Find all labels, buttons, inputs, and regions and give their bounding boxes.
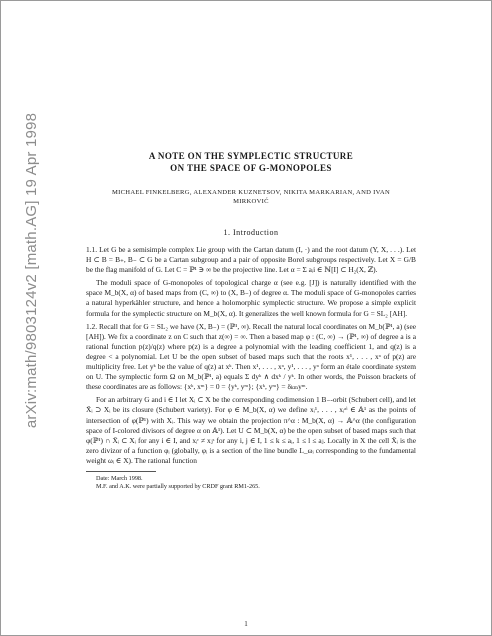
paragraph-1-1: 1.1. Let G be a semisimple complex Lie group with the Cartan datum (I, ·) and the root datum (Y, X, . . .). Let H ⊂ B = B₊, B₋ ⊂ G be a Cartan subgroup and a pair of opposite Borel subgroups respectively. Let X = G/B be the flag manifold of G. Let C = ℙ¹ ∋ ∞ be the projective line. Let α = Σ aᵢi ∈ ℕ[I] ⊂ H₂(X, ℤ). <box>86 245 416 275</box>
paper-title <box>86 150 416 174</box>
paragraph-moduli: The moduli space of G-monopoles of topological charge α (see e.g. [J]) is naturally identified with the space M_b(X, α) of based maps from (C, ∞) to (X, B₋) of degree α. The moduli space of G-monopoles carries a natural hyperkähler structure, and hence a holomorphic symplectic structure. We propose a simple explicit formula for the symplectic structure on M_b(X, α). It generalizes the well known formula for G = SL₂ [AH]. <box>86 278 416 318</box>
authors-line-1: MICHAEL FINKELBERG, ALEXANDER KUZNETSOV, NIKITA MARKARIAN, AND IVAN <box>111 189 391 196</box>
title-line-1: A NOTE ON THE SYMPLECTIC STRUCTURE <box>148 151 354 161</box>
section-heading: 1. Introduction <box>223 228 279 237</box>
title-line-2: ON THE SPACE OF G-MONOPOLES <box>170 163 332 173</box>
paper-authors <box>86 188 416 206</box>
arxiv-stamp-text: arXiv:math/9803124v2 [math.AG] 19 Apr 1998 <box>23 112 41 428</box>
arxiv-stamp <box>20 112 44 428</box>
authors-line-2: MIRKOVIĆ <box>233 198 269 205</box>
paper-page <box>86 150 416 491</box>
footnote-date: Date: March 1998. <box>96 474 143 482</box>
paragraph-arbitrary-g: For an arbitrary G and i ∈ I let Xᵢ ⊂ X be the corresponding codimension 1 B₋-orbit (Schubert cell), and let X̄ᵢ ⊃ Xᵢ be its closure (Schubert variety). For φ ∈ M_b(X, α) we define xᵢ¹, . . . , xᵢᵃⁱ ∈ 𝔸¹ as the points of intersection of φ(ℙ¹) with Xᵢ. This way we obtain the projection π^α : M_b(X, α) → 𝔸^α (the configuration space of I-colored divisors of degree α on 𝔸¹). Let U ⊂ M_b(X, α) be the open subset of based maps such that φ(ℙ¹) ∩ X̄ᵢ ⊂ Xᵢ for any i ∈ I, and xᵢʳ ≠ xⱼˢ for any i, j ∈ I, 1 ≤ k ≤ aᵢ, 1 ≤ l ≤ aⱼ. Locally in X the cell X̄ᵢ is the zero divizor of a function φᵢ (globally, φᵢ is a section of the line bundle L_ωᵢ corresponding to the fundamental weight ωᵢ ∈ X). The rational function <box>86 395 416 465</box>
footnote-rule <box>86 471 156 472</box>
page-number: 1 <box>244 620 248 628</box>
footnote-support: M.F. and A.K. were partially supported by CRDF grant RM1-265. <box>96 482 260 490</box>
paragraph-1-2: 1.2. Recall that for G = SL₂ we have (X, B₋) = (ℙ¹, ∞). Recall the natural local coordinates on M_b(ℙ¹, a) (see [AH]). We fix a coordinate z on C such that z(∞) = ∞. Then a based map φ : (C, ∞) → (ℙ¹, ∞) of degree a is a rational function p(z)/q(z) where p(z) is a degree a polynomial with the leading coefficient 1, and q(z) is a degree < a polynomial. Let U be the open subset of based maps such that the roots x¹, . . . , xᵃ of p(z) are multiplicity free. Let yᵏ be the value of q(z) at xᵏ. Then x¹, . . . , xᵃ, y¹, . . . , yᵃ form an étale coordinate system on U. The symplectic form Ω on M_b(ℙ¹, a) equals Σ dyᵏ ∧ dxᵏ / yᵏ. In other words, the Poisson brackets of these coordinates are as follows: {xᵏ, xᵐ} = 0 = {yᵏ, yᵐ}; {xᵏ, yᵐ} = δₖₘyᵐ. <box>86 321 416 392</box>
